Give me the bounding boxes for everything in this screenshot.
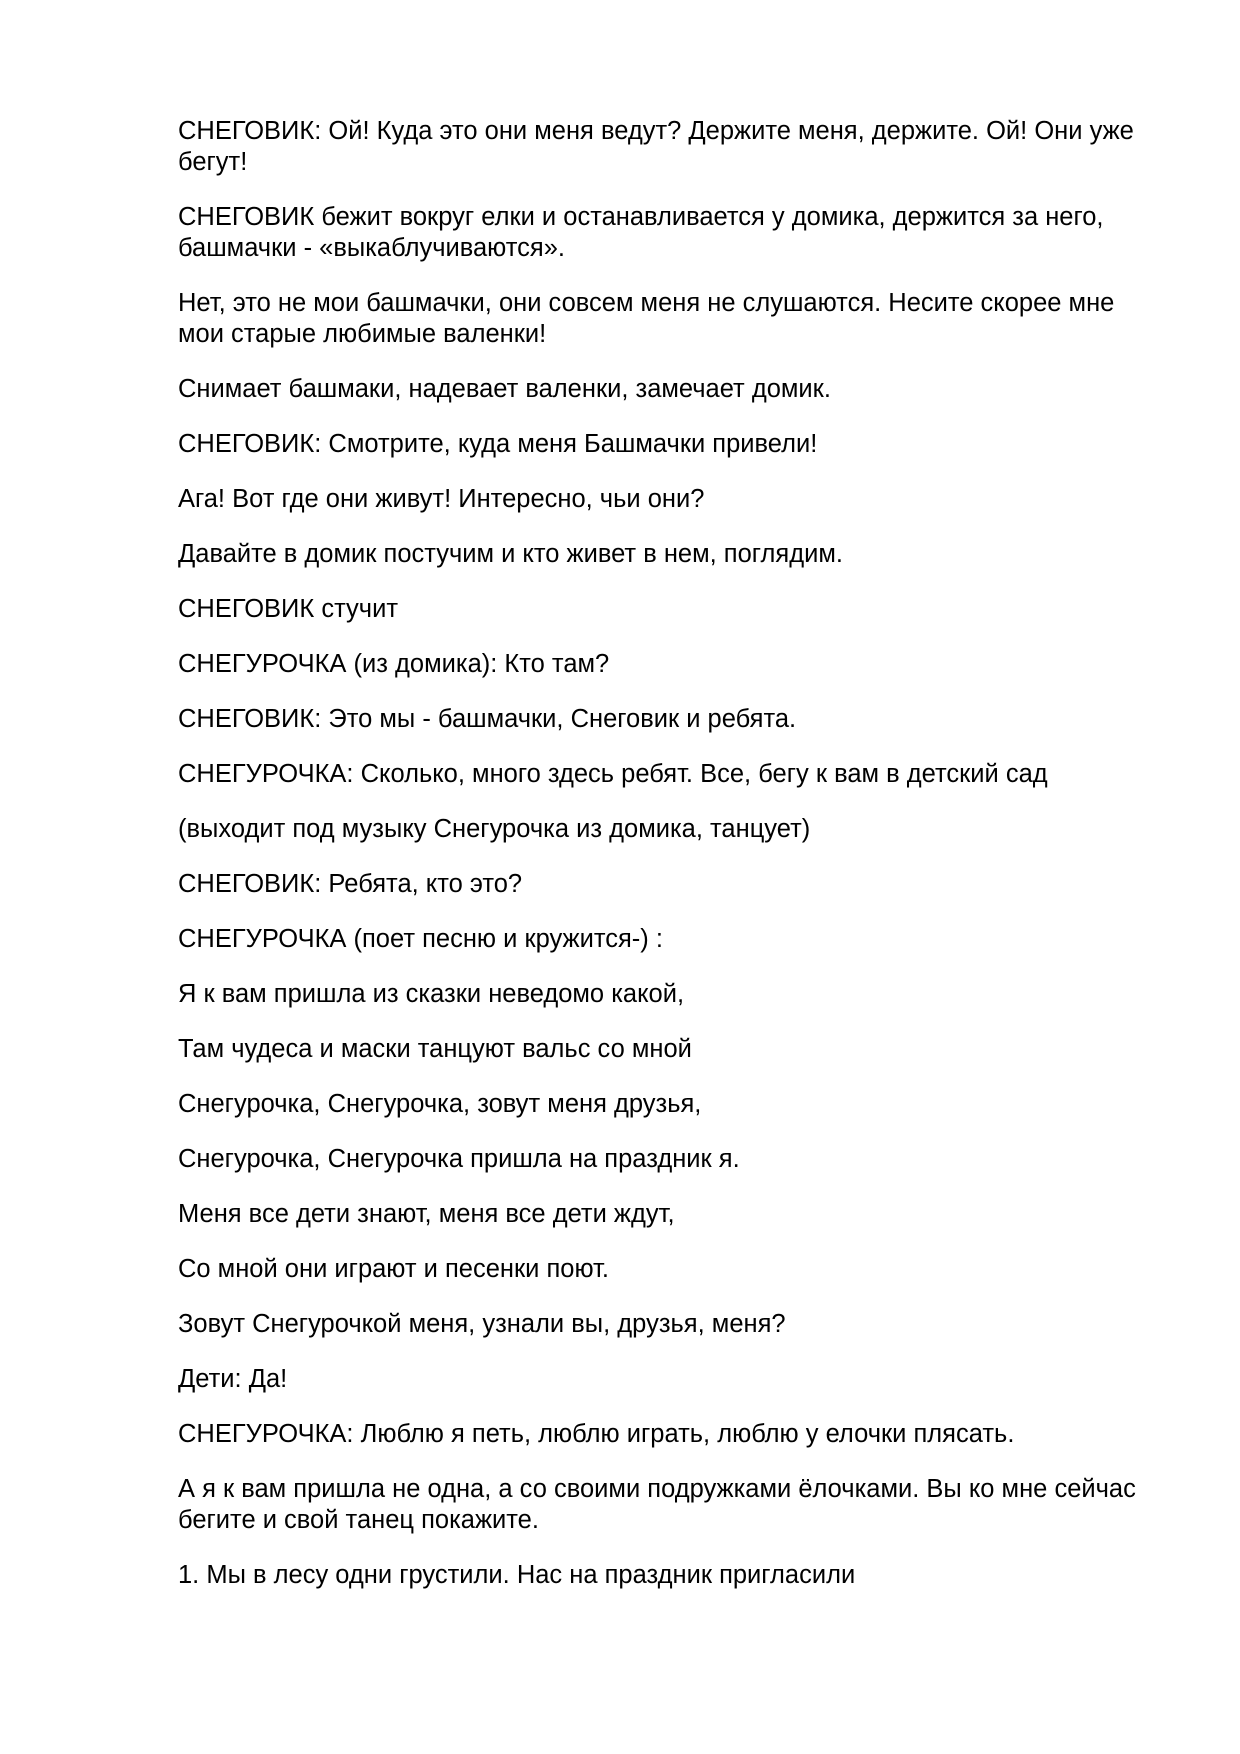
paragraph-16: Там чудеса и маски танцуют вальс со мной (178, 1035, 692, 1063)
paragraph-7: Давайте в домик постучим и кто живет в нем, поглядим. (178, 540, 843, 568)
paragraph-2: СНЕГОВИК бежит вокруг елки и останавливается у домика, держится за него, башмачки - «выкаблучиваются». (178, 203, 1104, 262)
document-body (178, 116, 1158, 1615)
paragraph-6: Ага! Вот где они живут! Интересно, чьи они? (178, 485, 705, 513)
paragraph-23: СНЕГУРОЧКА: Люблю я петь, люблю играть, люблю у елочки плясать. (178, 1420, 1015, 1448)
paragraph-11: СНЕГУРОЧКА: Сколько, много здесь ребят. Все, бегу к вам в детский сад (178, 760, 1048, 788)
paragraph-8: СНЕГОВИК стучит (178, 595, 398, 623)
paragraph-21: Зовут Снегурочкой меня, узнали вы, друзья, меня? (178, 1310, 786, 1338)
paragraph-12: (выходит под музыку Снегурочка из домика, танцует) (178, 815, 811, 843)
paragraph-14: СНЕГУРОЧКА (поет песню и кружится-) : (178, 925, 663, 953)
paragraph-1: СНЕГОВИК: Ой! Куда это они меня ведут? Держите меня, держите. Ой! Они уже бегут! (178, 117, 1134, 176)
paragraph-3: Нет, это не мои башмачки, они совсем меня не слушаются. Несите скорее мне мои старые любимые валенки! (178, 289, 1115, 348)
paragraph-10: СНЕГОВИК: Это мы - башмачки, Снеговик и ребята. (178, 705, 797, 733)
paragraph-15: Я к вам пришла из сказки неведомо какой, (178, 980, 685, 1008)
paragraph-5: СНЕГОВИК: Смотрите, куда меня Башмачки привели! (178, 430, 818, 458)
paragraph-19: Меня все дети знают, меня все дети ждут, (178, 1200, 675, 1228)
paragraph-18: Снегурочка, Снегурочка пришла на праздник я. (178, 1145, 740, 1173)
paragraph-13: СНЕГОВИК: Ребята, кто это? (178, 870, 523, 898)
paragraph-20: Со мной они играют и песенки поют. (178, 1255, 609, 1283)
paragraph-24: А я к вам пришла не одна, а со своими подружками ёлочками. Вы ко мне сейчас бегите и свой танец покажите. (178, 1475, 1136, 1534)
paragraph-17: Снегурочка, Снегурочка, зовут меня друзья, (178, 1090, 702, 1118)
paragraph-4: Снимает башмаки, надевает валенки, замечает домик. (178, 375, 831, 403)
paragraph-25: 1. Мы в лесу одни грустили. Нас на праздник пригласили (178, 1561, 856, 1589)
paragraph-9: СНЕГУРОЧКА (из домика): Кто там? (178, 650, 610, 678)
paragraph-22: Дети: Да! (178, 1365, 288, 1393)
